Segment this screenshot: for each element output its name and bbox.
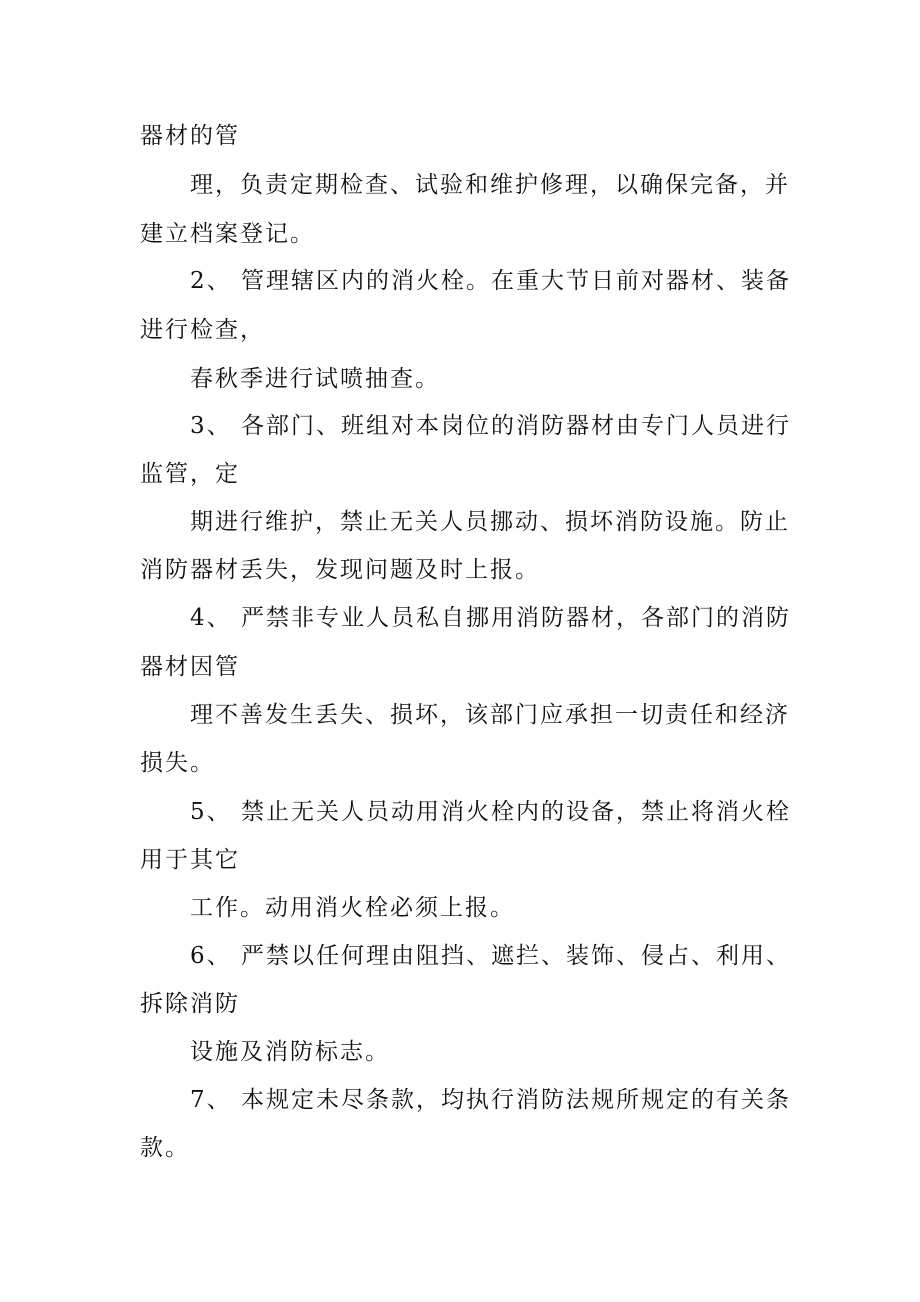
text-line: 损失。 xyxy=(140,750,215,776)
text-line: 建立档案登记。 xyxy=(140,221,315,247)
text-line: 3、 各部门、班组对本岗位的消防器材由专门人员进行 xyxy=(190,413,791,439)
text-line: 2、 管理辖区内的消火栓。在重大节日前对器材、装备 xyxy=(190,268,791,294)
text-line: 6、 严禁以任何理由阻挡、遮拦、装饰、侵占、利用、 xyxy=(190,943,791,969)
text-line: 款。 xyxy=(140,1135,190,1161)
text-line: 消防器材丢失，发现问题及时上报。 xyxy=(140,557,540,583)
text-line: 理，负责定期检查、试验和维护修理，以确保完备，并 xyxy=(190,172,790,198)
text-line: 4、 严禁非专业人员私自挪用消防器材，各部门的消防 xyxy=(190,605,791,631)
text-line: 进行检查， xyxy=(140,317,265,343)
text-line: 期进行维护，禁止无关人员挪动、损坏消防设施。防止 xyxy=(190,509,790,535)
text-line: 理不善发生丢失、损坏，该部门应承担一切责任和经济 xyxy=(190,702,790,728)
text-line: 器材因管 xyxy=(140,654,240,680)
text-line: 用于其它 xyxy=(140,847,240,873)
text-line: 监管，定 xyxy=(140,461,240,487)
text-line: 春秋季进行试喷抽查。 xyxy=(190,366,440,392)
text-line: 设施及消防标志。 xyxy=(190,1039,390,1065)
text-line: 器材的管 xyxy=(140,123,240,149)
text-line: 工作。动用消火栓必须上报。 xyxy=(190,895,515,921)
text-line: 5、 禁止无关人员动用消火栓内的设备，禁止将消火栓 xyxy=(190,799,791,825)
text-line: 拆除消防 xyxy=(140,991,240,1017)
text-line: 7、 本规定未尽条款，均执行消防法规所规定的有关条 xyxy=(190,1087,791,1113)
